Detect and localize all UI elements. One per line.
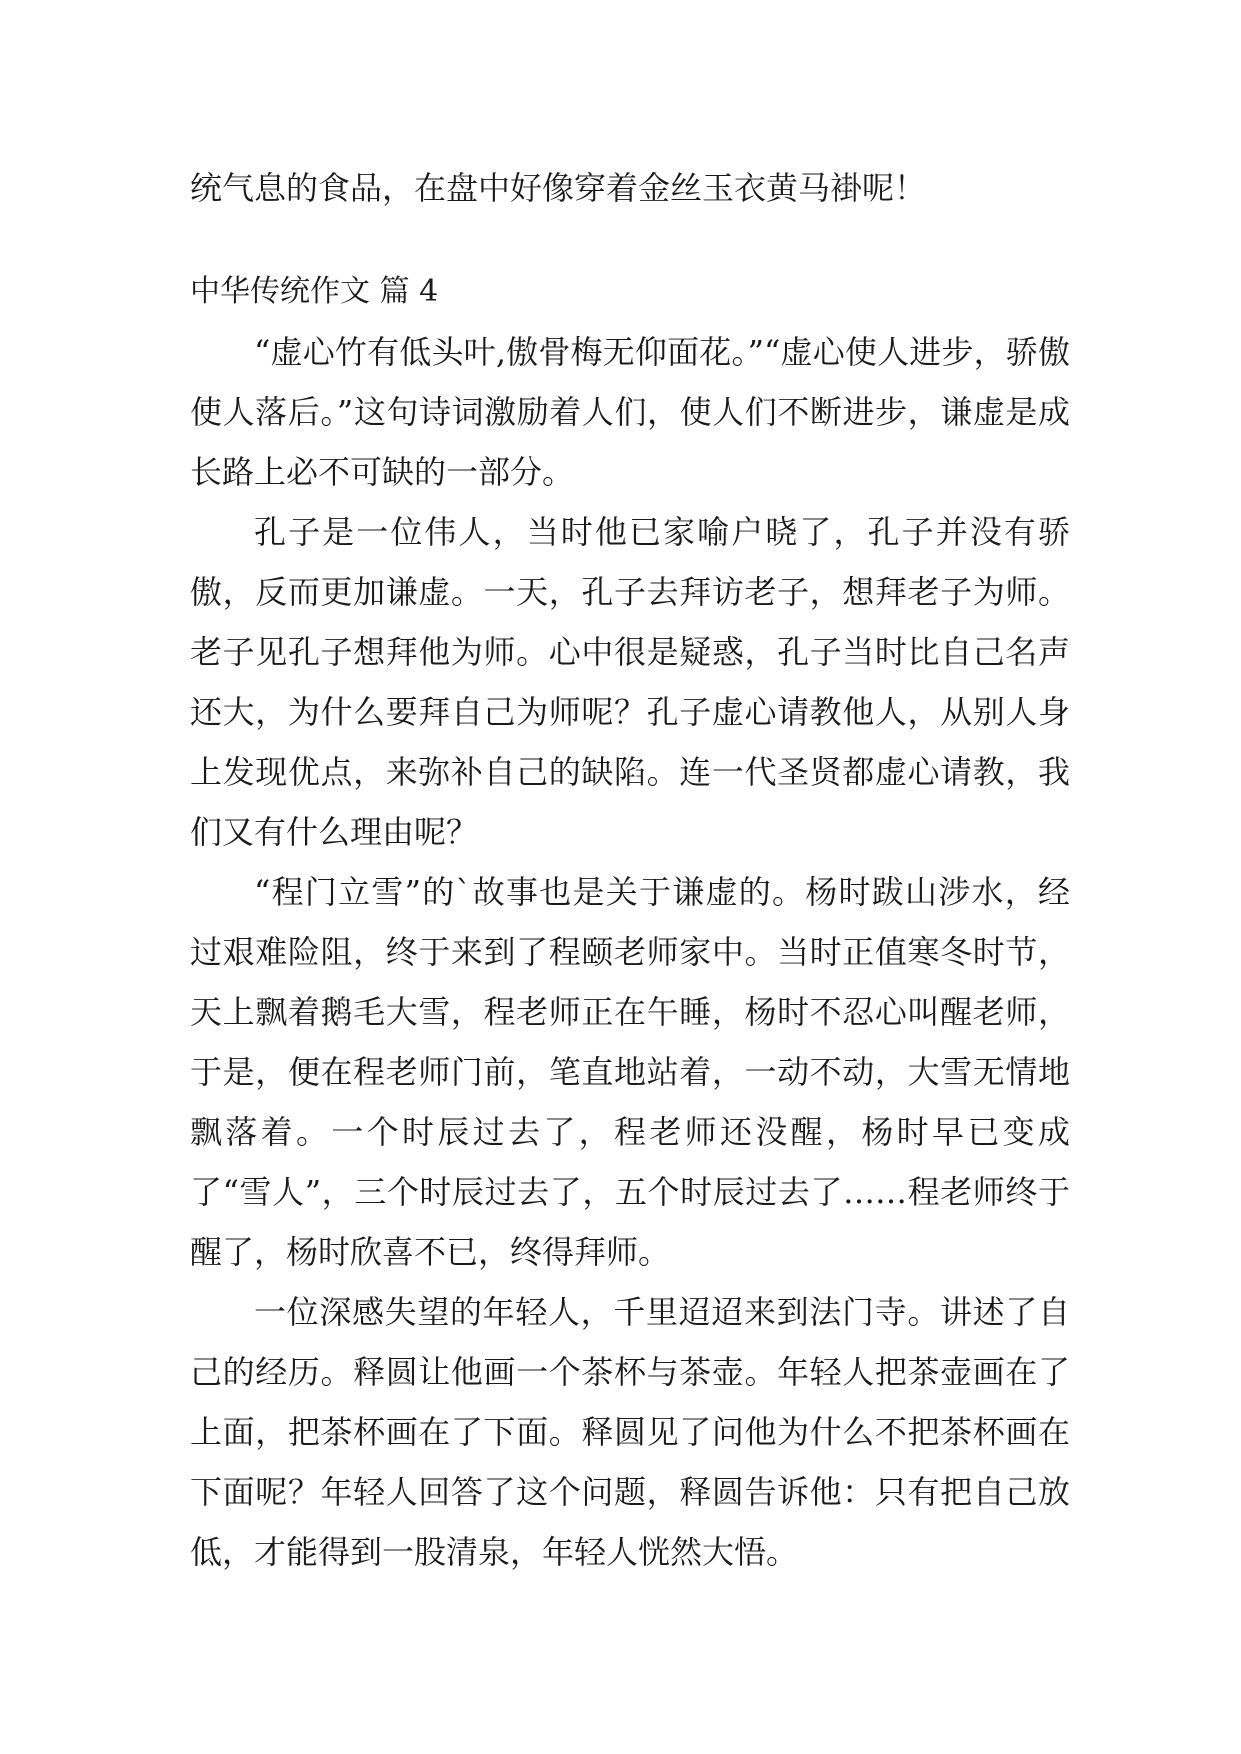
paragraph-4: 一位深感失望的年轻人，千里迢迢来到法门寺。讲述了自己的经历。释圆让他画一个茶杯与茶壶。年轻人把茶壶画在了上面，把茶杯画在了下面。释圆见了问他为什么不把茶杯画在下面呢？年轻人回答了这个问题，释圆告诉他：只有把自己放低，才能得到一股清泉，年轻人恍然大悟。 <box>190 1293 1070 1571</box>
paragraph-2: 孔子是一位伟人，当时他已家喻户晓了，孔子并没有骄傲，反而更加谦虚。一天，孔子去拜访老子，想拜老子为师。老子见孔子想拜他为师。心中很是疑惑，孔子当时比自己名声还大，为什么要拜自己为师呢？孔子虚心请教他人，从别人身上发现优点，来弥补自己的缺陷。连一代圣贤都虚心请教，我们又有什么理由呢？ <box>190 513 1070 851</box>
continuation-line: 统气息的食品，在盘中好像穿着金丝玉衣黄马褂呢！ <box>190 169 927 207</box>
document-body <box>190 158 1070 1582</box>
section-heading: 中华传统作文 篇 4 <box>190 274 439 309</box>
paragraph-1: “虚心竹有低头叶,傲骨梅无仰面花。”“虚心使人进步，骄傲使人落后。”这句诗词激励着人们，使人们不断进步，谦虚是成长路上必不可缺的一部分。 <box>190 333 1070 491</box>
paragraph-3: “程门立雪”的`故事也是关于谦虚的。杨时跋山涉水，经过艰难险阻，终于来到了程颐老师家中。当时正值寒冬时节，天上飘着鹅毛大雪，程老师正在午睡，杨时不忍心叫醒老师，于是，便在程老师门前，笔直地站着，一动不动，大雪无情地飘落着。一个时辰过去了，程老师还没醒，杨时早已变成了“雪人”，三个时辰过去了，五个时辰过去了……程老师终于醒了，杨时欣喜不已，终得拜师。 <box>190 873 1070 1271</box>
